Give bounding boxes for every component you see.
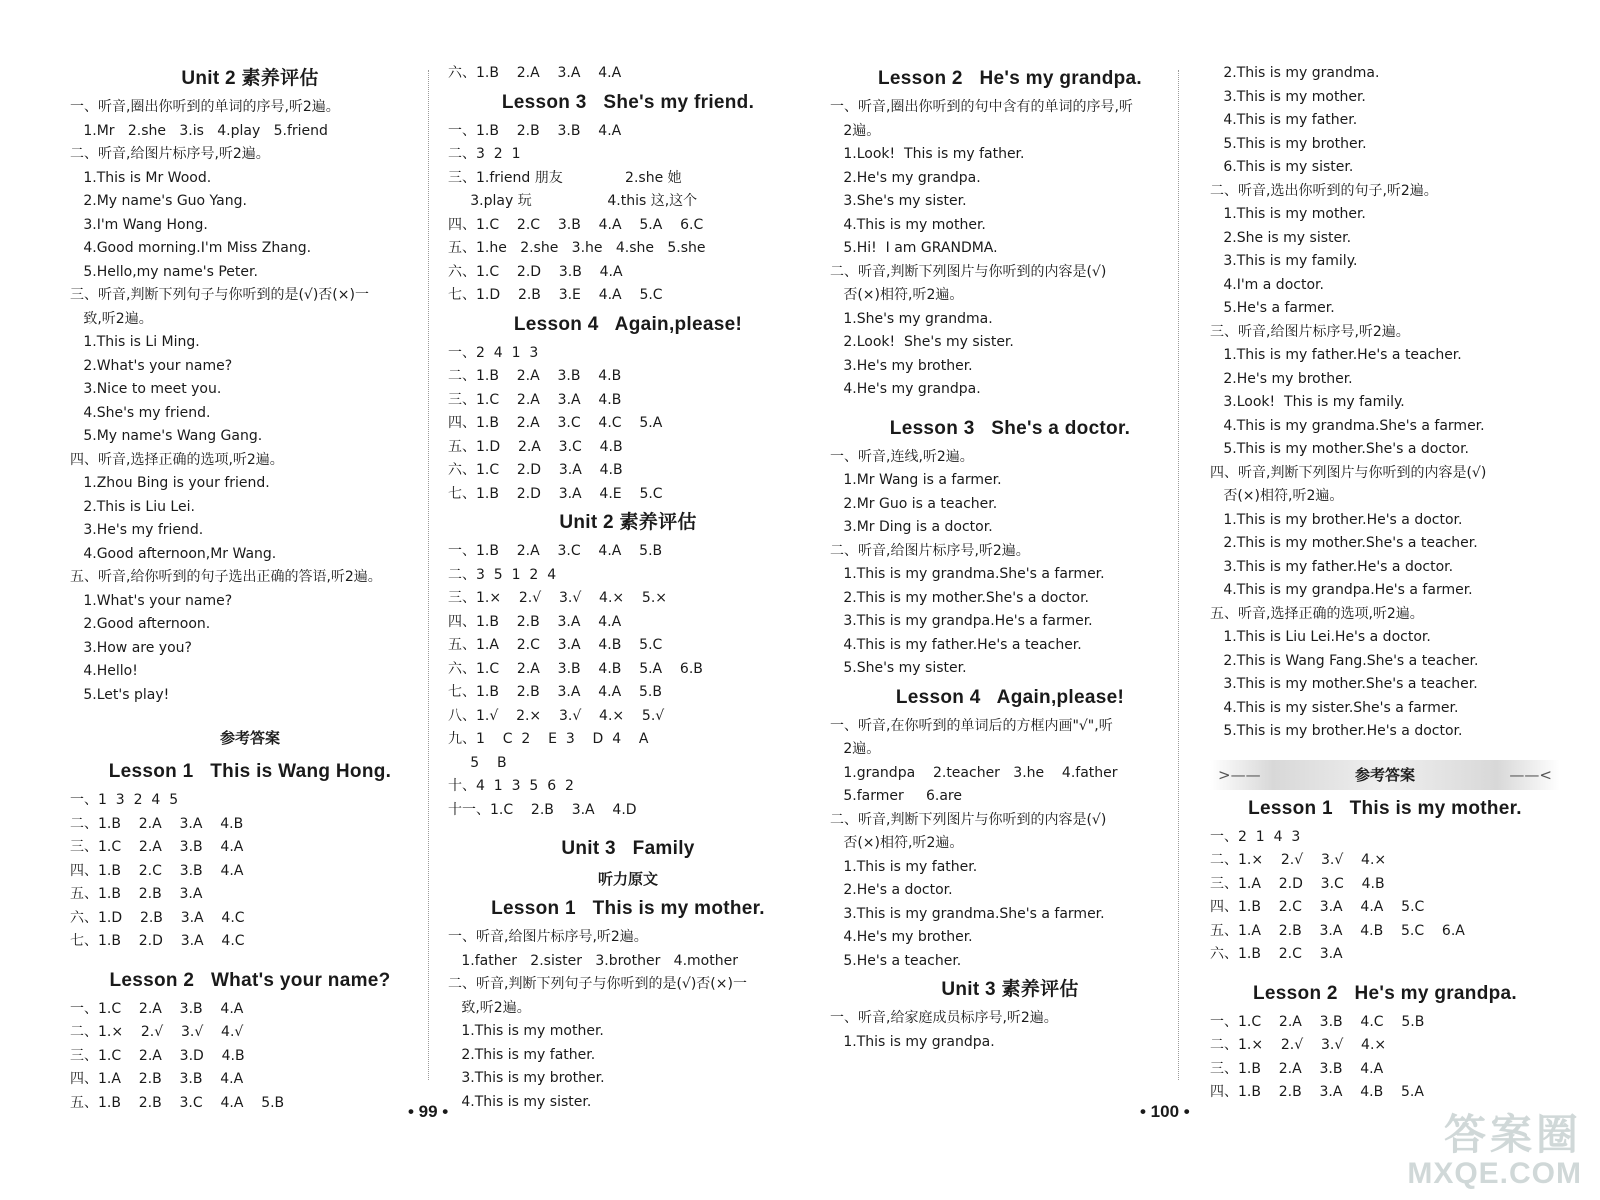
section-heading: Lesson 3 She's my friend. [501, 91, 755, 113]
text-line: 九、1 C 2 E 3 D 4 A [448, 731, 649, 747]
text-line: 五、1.D 2.A 3.C 4.B [448, 438, 623, 455]
text-line: 2.He's my grandpa. [830, 169, 981, 186]
text-line: 3.This is my grandpa.He's a farmer. [830, 613, 1093, 629]
page-number-right: • 100 • [1140, 1102, 1190, 1121]
text-line: 3.This is my grandma.She's a farmer. [830, 905, 1105, 922]
text-line: 2.My name's Guo Yang. [70, 193, 247, 209]
spacer [70, 954, 430, 964]
text-line: 否(×)相符,听2遍。 [1210, 488, 1344, 504]
text-line: 5.farmer 6.are [830, 788, 962, 804]
text-line: 2.This is Wang Fang.She's a teacher. [1210, 652, 1479, 669]
spacer [448, 822, 808, 832]
text-line: 三、1.C 2.A 3.D 4.B [70, 1047, 245, 1064]
section-heading: Unit 2 素养评估 [181, 68, 319, 89]
text-line: 二、1.× 2.√ 3.√ 4.√ [70, 1024, 244, 1040]
text-line: 七、1.B 2.D 3.A 4.E 5.C [448, 485, 663, 502]
text-line: 二、1.B 2.A 3.B 4.B [448, 368, 622, 384]
text-line: 3.How are you? [70, 639, 192, 656]
text-line: 4.He's my grandpa. [830, 381, 981, 397]
column-divider [1178, 70, 1179, 1080]
text-line: 1.This is my grandma.She's a farmer. [830, 566, 1105, 582]
text-line: 3.This is my family. [1210, 253, 1358, 269]
text-line: 六、1.C 2.A 3.B 4.B 5.A 6.B [448, 660, 703, 677]
text-line: 四、听音,判断下列图片与你听到的内容是(√) [1210, 464, 1487, 481]
text-line: 6.This is my sister. [1210, 159, 1354, 175]
text-line: 1.Look! This is my father. [830, 146, 1025, 162]
text-line: 四、听音,选择正确的选项,听2遍。 [70, 451, 284, 468]
text-line: 1.This is Liu Lei.He's a doctor. [1210, 629, 1431, 645]
answer-key-banner [70, 723, 430, 753]
text-line: 六、1.B 2.C 3.A [1210, 946, 1343, 962]
text-line: 六、1.C 2.D 3.A 4.B [448, 462, 623, 478]
text-line: 七、1.B 2.B 3.A 4.A 5.B [448, 684, 662, 700]
text-line: 否(×)相符,听2遍。 [830, 835, 964, 851]
text-line: 4.She's my friend. [70, 404, 211, 421]
section-heading: Lesson 4 Again,please! [513, 313, 743, 335]
text-line: 一、听音,给图片标序号,听2遍。 [448, 929, 648, 945]
section-heading: Unit 2 素养评估 [559, 512, 697, 533]
text-line: 一、1.C 2.A 3.B 4.A [70, 1000, 244, 1017]
text-line: 五、听音,选择正确的选项,听2遍。 [1210, 605, 1424, 622]
text-line: 3.play 玩 4.this 这,这个 [448, 193, 698, 209]
text-line: 八、1.√ 2.× 3.√ 4.× 5.√ [448, 707, 665, 724]
text-line: 一、1.C 2.A 3.B 4.C 5.B [1210, 1013, 1425, 1030]
spacer [70, 707, 430, 717]
text-line: 五、1.A 2.C 3.A 4.B 5.C [448, 637, 663, 653]
spacer [1210, 967, 1560, 977]
text-line: 4.Good afternoon,Mr Wang. [70, 545, 277, 562]
text-line: 三、1.C 2.A 3.B 4.A [70, 839, 244, 855]
text-line: 五、1.B 2.B 3.C 4.A 5.B [70, 1094, 285, 1111]
spacer [1210, 744, 1560, 754]
column-4 [1210, 62, 1560, 1105]
banner-arrow-left-icon: >—— [1218, 765, 1261, 784]
watermark-logo [1392, 1112, 1582, 1192]
section-heading: Lesson 2 What's your name? [109, 969, 391, 991]
text-line: 2.He's my brother. [1210, 370, 1353, 387]
text-line: 5.This is my mother.She's a doctor. [1210, 441, 1469, 457]
text-line: 一、1.B 2.A 3.C 4.A 5.B [448, 543, 663, 559]
text-line: 5.This is my brother. [1210, 135, 1367, 152]
text-line: 一、听音,给家庭成员标序号,听2遍。 [830, 1010, 1058, 1026]
text-line: 2.He's a doctor. [830, 882, 953, 898]
text-line: 3.She's my sister. [830, 193, 967, 209]
text-line: 二、3 2 1 [448, 146, 521, 162]
text-line: 三、1.friend 朋友 2.she 她 [448, 169, 682, 186]
text-line: 2.This is my mother.She's a teacher. [1210, 535, 1478, 551]
text-line: 1.father 2.sister 3.brother 4.mother [448, 952, 738, 969]
text-line: 四、1.B 2.C 3.B 4.A [70, 862, 244, 879]
text-line: 六、1.C 2.D 3.B 4.A [448, 263, 623, 280]
text-line: 2.This is my father. [448, 1046, 596, 1063]
text-line: 1.What's your name? [70, 592, 233, 609]
text-line: 四、1.A 2.B 3.B 4.A [70, 1071, 244, 1087]
text-line: 4.This is my grandma.She's a farmer. [1210, 417, 1485, 434]
text-line: 致,听2遍。 [448, 999, 531, 1016]
text-line: 4.Good morning.I'm Miss Zhang. [70, 240, 312, 256]
text-line: 1.grandpa 2.teacher 3.he 4.father [830, 764, 1118, 781]
text-line: 十一、1.C 2.B 3.A 4.D [448, 801, 637, 818]
column-divider [428, 70, 429, 1080]
text-line: 五、1.A 2.B 3.A 4.B 5.C 6.A [1210, 922, 1465, 939]
text-line: 3.Mr Ding is a doctor. [830, 519, 993, 535]
text-line: 1.This is my mother. [1210, 206, 1366, 222]
text-line: 4.This is my sister.She's a farmer. [1210, 699, 1459, 716]
text-line: 5.He's a teacher. [830, 952, 962, 969]
text-line: 一、听音,在你听到的单词后的方框内画"√",听 [830, 717, 1113, 734]
text-line: 四、1.B 2.B 3.A 4.B 5.A [1210, 1084, 1424, 1100]
text-line: 五、1.he 2.she 3.he 4.she 5.she [448, 240, 706, 256]
text-line: 2.This is Liu Lei. [70, 498, 195, 515]
section-heading: Unit 3 Family [561, 838, 695, 859]
text-line: 一、听音,圈出你听到的句中含有的单词的序号,听 [830, 99, 1133, 115]
text-line: 四、1.B 2.A 3.C 4.C 5.A [448, 415, 663, 431]
section-heading: Lesson 2 He's my grandpa. [878, 68, 1142, 89]
text-line: 一、1.B 2.B 3.B 4.A [448, 122, 622, 139]
text-line: 1.This is my brother.He's a doctor. [1210, 511, 1463, 528]
text-line: 5.He's a farmer. [1210, 300, 1335, 316]
text-line: 2.Look! She's my sister. [830, 334, 1014, 350]
text-line: 2.This is my grandma. [1210, 65, 1380, 81]
text-line: 三、1.× 2.√ 3.√ 4.× 5.× [448, 590, 668, 606]
text-line: 二、听音,给图片标序号,听2遍。 [830, 542, 1030, 559]
text-line: 3.He's my brother. [830, 357, 973, 374]
text-line: 2.Good afternoon. [70, 616, 211, 632]
answer-key-label: 参考答案 [1354, 765, 1415, 784]
text-line: 1.Zhou Bing is your friend. [70, 475, 270, 491]
text-line: 5.My name's Wang Gang. [70, 428, 263, 444]
section-heading: Lesson 1 This is my mother. [1248, 797, 1522, 819]
text-line: 2.What's your name? [70, 357, 233, 374]
text-line: 否(×)相符,听2遍。 [830, 287, 964, 303]
text-line: 3.Look! This is my family. [1210, 394, 1405, 410]
text-line: 一、2 1 4 3 [1210, 828, 1301, 845]
section-heading: Lesson 1 This is my mother. [491, 898, 765, 919]
text-line: 三、听音,给图片标序号,听2遍。 [1210, 323, 1410, 340]
text-line: 4.This is my sister. [448, 1093, 592, 1110]
text-line: 5.Let's play! [70, 686, 170, 703]
text-line: 1.This is my father.He's a teacher. [1210, 347, 1462, 363]
text-line: 4.He's my brother. [830, 929, 973, 945]
text-line: 二、3 5 1 2 4 [448, 566, 557, 583]
text-line: 五、1.B 2.B 3.A [70, 886, 203, 902]
text-line: 二、1.× 2.√ 3.√ 4.× [1210, 852, 1387, 868]
text-line: 1.This is Li Ming. [70, 334, 200, 350]
text-line: 二、听音,判断下列图片与你听到的内容是(√) [830, 811, 1107, 828]
text-line: 4.I'm a doctor. [1210, 276, 1324, 293]
text-line: 1.This is my mother. [448, 1023, 604, 1039]
section-heading: Lesson 4 Again,please! [895, 686, 1125, 708]
text-line: 4.This is my father. [1210, 112, 1358, 128]
text-line: 4.This is my mother. [830, 216, 986, 233]
page-number-left: • 99 • [408, 1102, 449, 1121]
text-line: 二、听音,选出你听到的句子,听2遍。 [1210, 182, 1438, 199]
text-line: 十、4 1 3 5 6 2 [448, 778, 574, 794]
section-heading: Lesson 2 He's my grandpa. [1253, 982, 1517, 1004]
text-line: 三、1.C 2.A 3.A 4.B [448, 391, 622, 408]
text-line: 5.Hi! I am GRANDMA. [830, 240, 998, 256]
text-line: 四、1.B 2.B 3.A 4.A [448, 613, 622, 630]
spacer [830, 402, 1190, 412]
text-line: 四、1.B 2.C 3.A 4.A 5.C [1210, 899, 1425, 915]
section-heading: Lesson 1 This is Wang Hong. [108, 761, 392, 782]
text-line: 3.This is my brother. [448, 1070, 605, 1086]
answer-key-banner [1210, 760, 1560, 790]
text-line: 1.Mr Wang is a farmer. [830, 472, 1002, 488]
text-line: 3.Nice to meet you. [70, 381, 222, 397]
text-line: 二、1.B 2.A 3.A 4.B [70, 815, 244, 832]
text-line: 二、听音,判断下列句子与你听到的是(√)否(×)一 [448, 976, 747, 992]
answer-key-label: 参考答案 [219, 729, 280, 747]
text-line: 1.This is my father. [830, 858, 978, 875]
text-line: 1.This is my grandpa. [830, 1033, 995, 1050]
text-line: 1.This is Mr Wood. [70, 169, 212, 186]
section-heading: Unit 3 素养评估 [941, 979, 1079, 1000]
banner-arrow-right-icon: ——< [1509, 765, 1552, 784]
text-line: 5.This is my brother.He's a doctor. [1210, 723, 1463, 739]
text-line: 4.Hello! [70, 663, 138, 679]
text-line: 2.Mr Guo is a teacher. [830, 495, 998, 512]
section-heading: Lesson 3 She's a doctor. [889, 417, 1131, 439]
watermark-line-2: MXQE.COM [1407, 1157, 1582, 1190]
text-line: 二、听音,给图片标序号,听2遍。 [70, 146, 270, 162]
text-line: 2.This is my mother.She's a doctor. [830, 589, 1089, 606]
text-line: 致,听2遍。 [70, 310, 153, 327]
sub-heading: 听力原文 [597, 870, 658, 888]
text-line: 四、1.C 2.C 3.B 4.A 5.A 6.C [448, 216, 704, 233]
text-line: 3.This is my father.He's a doctor. [1210, 558, 1454, 575]
text-line: 一、听音,圈出你听到的单词的序号,听2遍。 [70, 99, 340, 115]
text-line: 六、1.B 2.A 3.A 4.A [448, 65, 622, 81]
text-line: 一、1 3 2 4 5 [70, 792, 179, 808]
text-line: 六、1.D 2.B 3.A 4.C [70, 909, 245, 926]
text-line: 二、1.× 2.√ 3.√ 4.× [1210, 1037, 1387, 1053]
text-line: 二、听音,判断下列图片与你听到的内容是(√) [830, 263, 1107, 280]
text-line: 3.This is my mother.She's a teacher. [1210, 676, 1478, 692]
text-line: 5.Hello,my name's Peter. [70, 263, 258, 280]
column-3 [830, 62, 1190, 1054]
text-line: 5.She's my sister. [830, 660, 967, 676]
text-line: 1.She's my grandma. [830, 310, 993, 327]
text-line: 三、听音,判断下列句子与你听到的是(√)否(×)一 [70, 287, 369, 303]
text-line: 一、2 4 1 3 [448, 344, 539, 361]
text-line: 三、1.B 2.A 3.B 4.A [1210, 1060, 1384, 1077]
text-line: 5 B [448, 754, 507, 771]
watermark-line-1: 答案圈 [1443, 1110, 1582, 1159]
text-line: 五、听音,给你听到的句子选出正确的答语,听2遍。 [70, 569, 382, 585]
text-line: 2.She is my sister. [1210, 229, 1352, 246]
text-line: 4.This is my grandpa.He's a farmer. [1210, 582, 1473, 598]
text-line: 七、1.B 2.D 3.A 4.C [70, 933, 245, 949]
text-line: 七、1.D 2.B 3.E 4.A 5.C [448, 287, 663, 303]
column-2 [448, 62, 808, 1114]
text-line: 4.This is my father.He's a teacher. [830, 636, 1082, 653]
text-line: 3.He's my friend. [70, 522, 204, 538]
column-1 [70, 62, 430, 1115]
text-line: 2遍。 [830, 122, 881, 139]
text-line: 一、听音,连线,听2遍。 [830, 448, 974, 465]
text-line: 2遍。 [830, 741, 881, 757]
text-line: 三、1.A 2.D 3.C 4.B [1210, 875, 1385, 892]
text-line: 3.I'm Wang Hong. [70, 216, 208, 233]
text-line: 1.Mr 2.she 3.is 4.play 5.friend [70, 122, 328, 139]
text-line: 3.This is my mother. [1210, 88, 1366, 105]
